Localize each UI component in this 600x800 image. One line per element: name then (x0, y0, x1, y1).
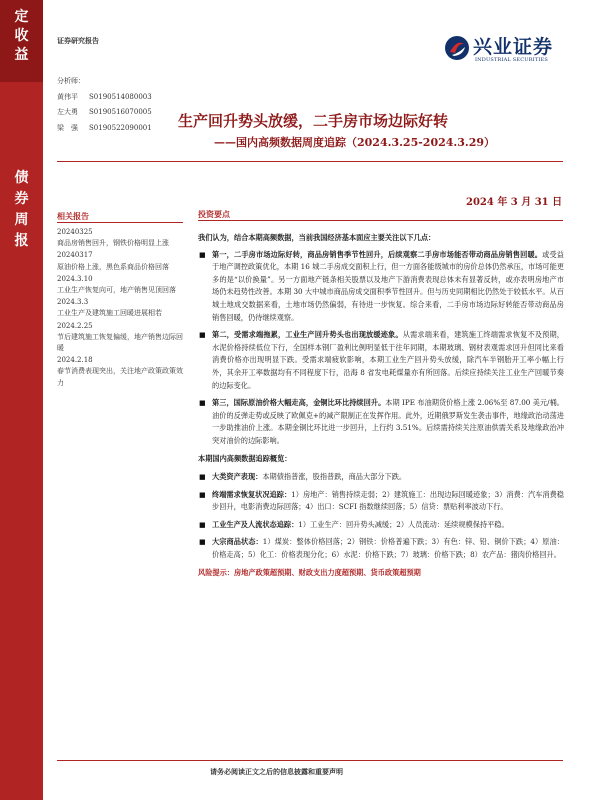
analyst-name: 黄伟平 (57, 92, 78, 101)
company-logo (444, 30, 564, 70)
overview-item (198, 471, 564, 484)
investment-divider (198, 220, 563, 221)
related-reports-divider (57, 222, 183, 223)
sidebar-category-char: 报 (14, 233, 29, 249)
key-point-lead: 第一，二手房市场边际好转，商品房销售季节性回升，后续观察二手房市场能否带动商品房销售回暖。 (212, 249, 543, 259)
related-report-item[interactable] (57, 355, 185, 389)
related-report-date: 2024.3.3 (57, 298, 89, 307)
overview-item-text: 1）煤炭：整体价格回落；2）钢铁：价格普遍下跌；3）有色：锌、铅、铜价下跌；4）原油：价格走高；5）化工：价格表现分化；6）水泥：价格下跌；7）玻璃：价格下跌；8）农产品：猪肉价格回升。 (212, 537, 564, 560)
logo-text-en: INDUSTRIAL SECURITIES (475, 57, 549, 63)
overview-item (198, 536, 564, 561)
logo-mark-icon (444, 35, 470, 61)
sidebar-category-char: 债 (14, 170, 29, 186)
key-point (198, 397, 564, 447)
sidebar-top-char: 定 (14, 9, 29, 25)
overview-heading: 本期国内高频数据追踪概览： (198, 453, 292, 463)
intro-text: 我们认为，结合本期高频数据，当前我国经济基本面应主要关注以下几点： (198, 233, 436, 242)
related-report-title: 工业生产及建筑施工回暖进展相若 (57, 309, 162, 318)
overview-item (198, 519, 564, 532)
header-divider (57, 161, 563, 162)
related-report-date: 2024.2.25 (57, 321, 93, 330)
key-point-text: 本期 IPE 布油期货价格上涨 2.06%至 87.00 美元/桶。油价的反弹走势或反映了欧佩克+的减产限制正在发挥作用。此外，近期俄罗斯发生袭击事件，地缘政治动荡进一步助推油价上涨。本期金铜比环比进一步回升，上行约 3.51%。后续需持续关注原油供需关系及地缘政治冲突对油价的边际影响。 (212, 398, 564, 445)
analyst-row (57, 105, 152, 121)
related-report-title: 工业生产恢复向可，地产销售见顶回落 (57, 286, 176, 295)
analyst-name: 梁 强 (57, 123, 78, 132)
overview-item-text: 1）房地产：销售持续走弱；2）建筑施工：出现边际回暖迹象；3）消费：汽车消费稳步回升，电影消费边际回落；4）出口：SCFI 指数继续回落；5）信贷：票贴利率波动下行。 (212, 489, 564, 512)
related-report-item[interactable] (57, 250, 185, 272)
overview-item-lead: 大宗商品状态： (212, 537, 263, 547)
key-point-lead: 第二，受需求端拖累，工业生产回升势头也出现放缓迹象。 (212, 330, 403, 340)
key-point (198, 249, 564, 325)
related-report-date: 20240317 (57, 251, 93, 260)
report-subtitle: ——国内高频数据周度追踪（2024.3.25-2024.3.29） (214, 136, 496, 149)
sidebar-category-char: 周 (14, 212, 29, 228)
related-reports-heading: 相关报告 (57, 211, 89, 221)
key-points (198, 249, 564, 448)
overview-item (198, 489, 564, 514)
logo-text-cn: 兴业证券 (473, 36, 554, 58)
related-report-date: 2024.3.10 (57, 274, 93, 283)
main-body (198, 232, 564, 579)
report-title: 生产回升势头放缓，二手房市场边际好转 (178, 112, 449, 130)
sidebar-category-char: 券 (14, 191, 29, 207)
key-point-text: 从需求端来看，建筑施工终端需求恢复不及预期，水泥价格持续低位下行，全国样本钢厂盈利比例明显低于往年同期，本期玻璃、钢材表观需求回升但同比来看消费价格亦出现明显下跌。受需求端疲软影响，本期工业生产回升势头放缓，除汽车半钢胎开工率小幅上行外，其余开工率数据均有不同程度下行，沿海 8 省发电耗煤量亦有所回落。后续应持续关注工业生产回暖节奏的边际变化。 (212, 330, 564, 390)
related-report-title: 商品房销售回升，钢铁价格明显上涨 (57, 239, 169, 248)
report-type: 证券研究报告 (57, 36, 99, 45)
analyst-row (57, 90, 152, 106)
related-report-item[interactable] (57, 274, 185, 296)
overview-item-text: 本期债指普涨，股指普跌，商品大部分下跌。 (262, 472, 407, 482)
overview-item-lead: 终端需求恢复状况追踪： (212, 489, 292, 499)
overview-item-text: 1）工业生产：回升势头减缓；2）人员流动：延续规模保持平稳。 (298, 519, 509, 529)
sidebar-category-label (0, 168, 43, 252)
key-point (198, 329, 564, 392)
overview-item-lead: 大类资产表现： (212, 472, 263, 482)
sidebar-top-char: 收 (14, 28, 29, 44)
related-report-date: 20240325 (57, 228, 93, 236)
investment-heading: 投资要点 (198, 209, 230, 219)
related-report-item[interactable] (57, 297, 185, 319)
related-report-title: 节后建筑施工恢复偏缓，地产销售边际回暖 (57, 332, 183, 353)
analyst-row (57, 121, 152, 137)
overview-list (198, 471, 564, 562)
analyst-id: S0190522090001 (89, 123, 152, 132)
related-report-item[interactable] (57, 227, 185, 249)
analyst-id: S0190514080003 (89, 92, 152, 101)
sidebar-top-label (0, 0, 43, 82)
related-report-item[interactable] (57, 321, 185, 355)
related-report-title: 原油价格上涨，黑色系商品价格回落 (57, 262, 169, 271)
related-reports-list (57, 227, 185, 390)
footer-disclaimer: 请务必阅读正文之后的信息披露和重要声明 (210, 767, 343, 776)
analyst-heading: 分析师： (57, 77, 85, 85)
overview-item-lead: 工业生产及人流状态追踪： (212, 519, 299, 529)
analyst-id: S0190516070005 (89, 108, 152, 116)
analyst-name: 左大勇 (57, 108, 78, 116)
sidebar-top-char: 益 (14, 47, 29, 63)
key-point-text: 或受益于地产调控政策优化，本期 16 城二手房成交面积上行，但一方面各能级城市的房价总体仍然承压，市场可能更多的是“以价换量”。另一方面地产链条相关股票以及地产下游消费表现总体未有显著反转，或亦表明房地产市场仍未趋势性改善。本期 30 大中城市商品房成交面积季节性回升。但与历史同期相比仍然处于较低水平。从百城土地成交数据来看，土地市场仍然偏弱，有待进一步恢复。综合来看，二手房市场边际好转能否带动商品房销售回暖，仍待继续观察。 (212, 249, 564, 322)
risk-warning: 风险提示：房地产政策超预期、财政支出力度超预期、货币政策超预期 (198, 567, 421, 577)
related-report-title: 春节消费表现突出，关注地产政策政策效力 (57, 367, 183, 387)
footer-divider (57, 760, 563, 761)
report-date: 2024 年 3 月 31 日 (466, 197, 563, 208)
related-report-date: 2024.2.18 (57, 356, 93, 365)
sidebar-band (0, 0, 43, 800)
key-point-lead: 第三，国际原油价格大幅走高，金铜比环比持续回升。 (212, 398, 386, 408)
analyst-block (57, 74, 152, 136)
